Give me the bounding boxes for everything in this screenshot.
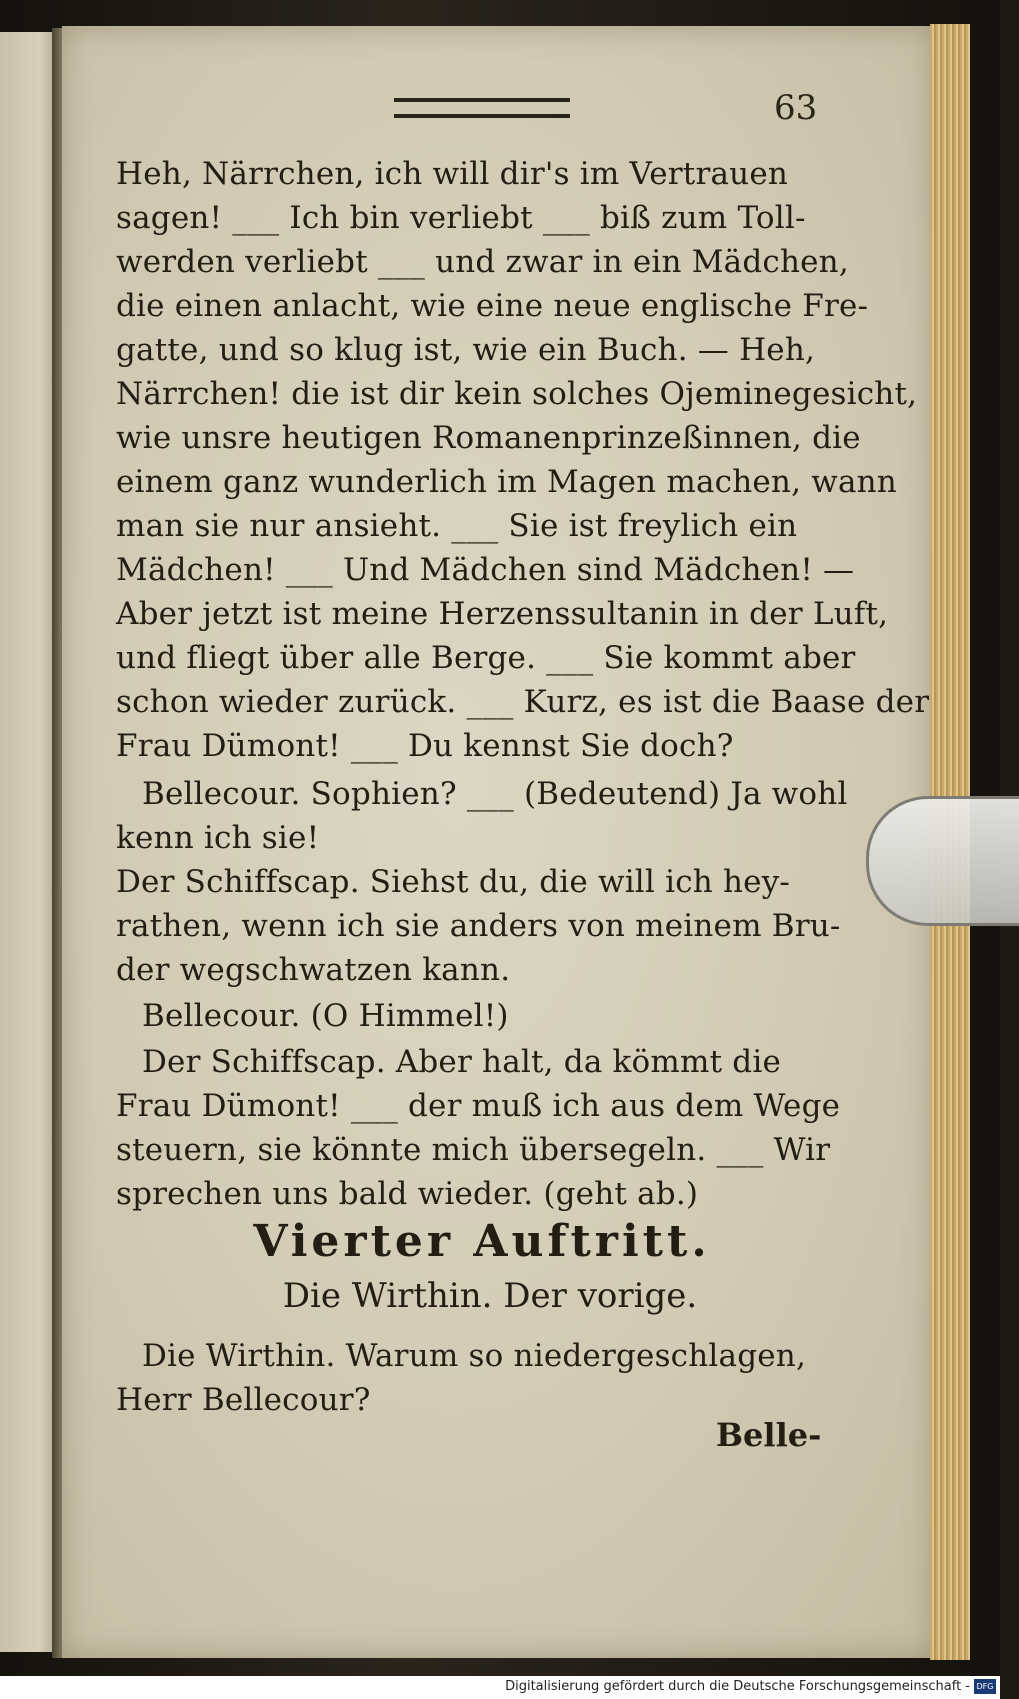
speaker-line: Bellecour. (O Himmel!) <box>142 998 509 1034</box>
text-line: steuern, sie könnte mich übersegeln. ___ Wir <box>116 1132 831 1168</box>
text-line: die einen anlacht, wie eine neue englische Fre- <box>116 288 869 324</box>
text-line: sagen! ___ Ich bin verliebt ___ biß zum Toll- <box>116 200 806 236</box>
left-page-edge <box>0 32 56 1652</box>
text-line: und fliegt über alle Berge. ___ Sie kommt aber <box>116 640 856 676</box>
page-clip <box>866 796 1019 926</box>
header-rule <box>394 98 570 118</box>
speaker-line: Der Schiffscap. Siehst du, die will ich hey- <box>116 864 791 900</box>
text-line: einem ganz wunderlich im Magen machen, wann <box>116 464 897 500</box>
dfg-logo: DFG <box>974 1679 996 1694</box>
text-line: schon wieder zurück. ___ Kurz, es ist die Baase der <box>116 684 930 720</box>
text-line: Frau Dümont! ___ Du kennst Sie doch? <box>116 728 734 764</box>
text-line: sprechen uns bald wieder. (geht ab.) <box>116 1176 699 1212</box>
speaker-line: Die Wirthin. Warum so niedergeschlagen, <box>142 1338 807 1374</box>
page-number: 63 <box>774 88 818 128</box>
text-line: Frau Dümont! ___ der muß ich aus dem Wege <box>116 1088 841 1124</box>
text-line: Heh, Närrchen, ich will dir's im Vertrauen <box>116 156 789 192</box>
text-line: man sie nur ansieht. ___ Sie ist freylich ein <box>116 508 798 544</box>
text-line: werden verliebt ___ und zwar in ein Mädchen, <box>116 244 849 280</box>
text-line: Närrchen! die ist dir kein solches Ojeminegesicht, <box>116 376 918 412</box>
scene-heading: Vierter Auftritt. <box>253 1216 711 1267</box>
text-line: der wegschwatzen kann. <box>116 952 511 988</box>
text-line: Aber jetzt ist meine Herzenssultanin in der Luft, <box>116 596 889 632</box>
characters-line: Die Wirthin. Der vorige. <box>282 1276 698 1316</box>
text-line: wie unsre heutigen Romanenprinzeßinnen, die <box>116 420 861 456</box>
text-line: rathen, wenn ich sie anders von meinem Bru- <box>116 908 841 944</box>
text-line: gatte, und so klug ist, wie ein Buch. — Heh, <box>116 332 816 368</box>
text-line: Herr Bellecour? <box>116 1382 371 1418</box>
footer-bar <box>0 1676 1000 1699</box>
footer-credit: Digitalisierung gefördert durch die Deutsche Forschungsgemeinschaft - <box>505 1679 970 1694</box>
text-line: kenn ich sie! <box>116 820 320 856</box>
catchword: Belle- <box>716 1416 822 1454</box>
speaker-line: Bellecour. Sophien? ___ (Bedeutend) Ja wohl <box>142 776 848 812</box>
speaker-line: Der Schiffscap. Aber halt, da kömmt die <box>142 1044 782 1080</box>
text-line: Mädchen! ___ Und Mädchen sind Mädchen! — <box>116 552 855 588</box>
